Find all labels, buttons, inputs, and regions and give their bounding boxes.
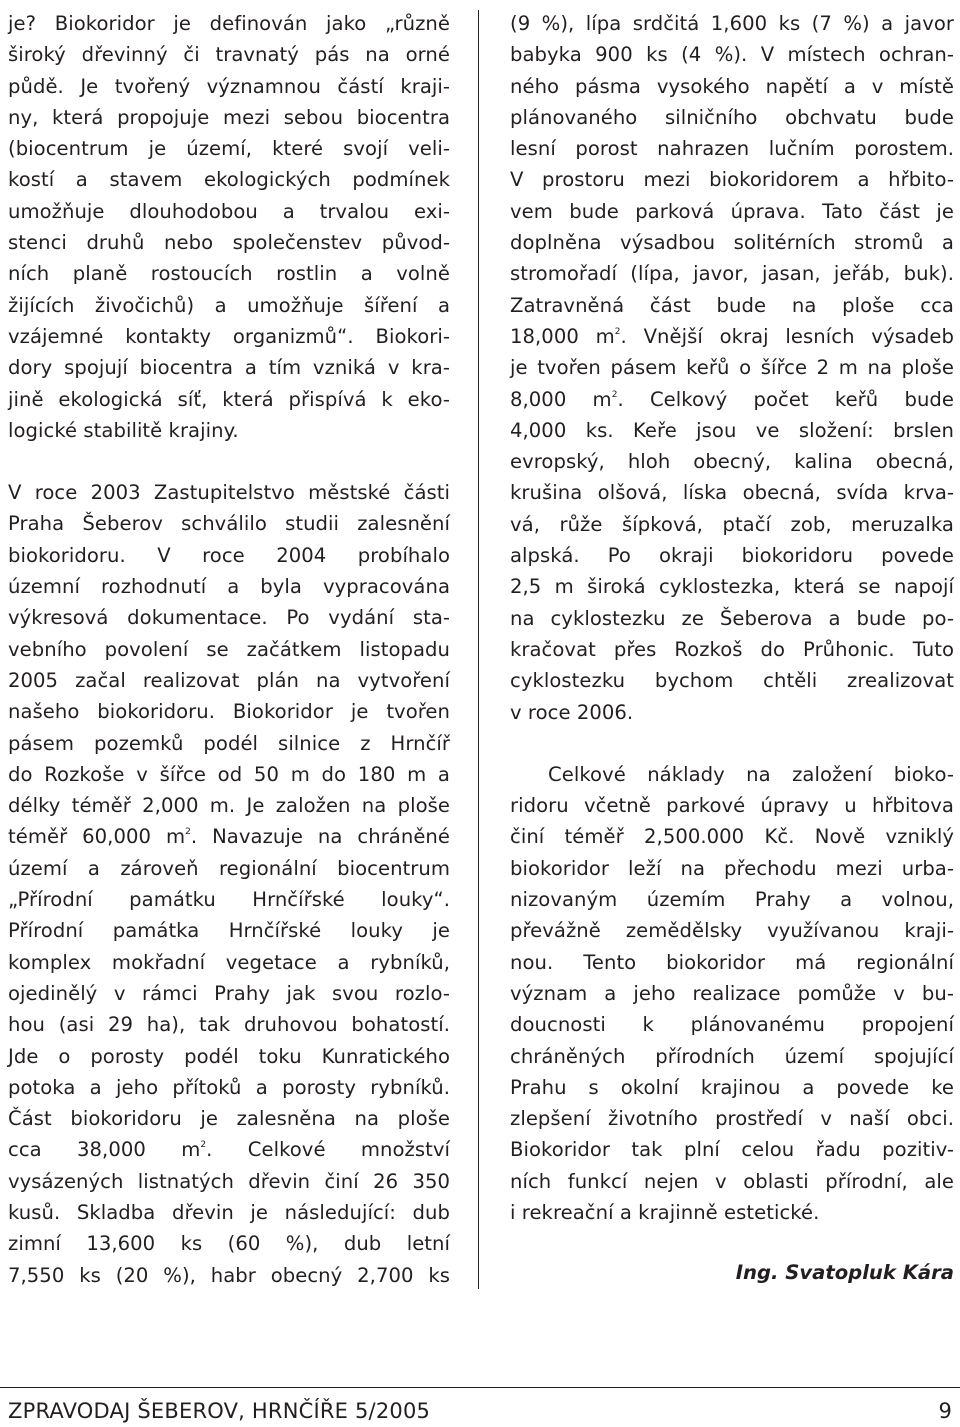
text-fragment: . Celkový počet keřů bude bbox=[617, 387, 955, 411]
text-line: délky téměř 2,000 m. Je založen na ploše bbox=[8, 794, 450, 818]
text-line: žijících živočichů) a umožňuje šíření a bbox=[8, 293, 450, 317]
text-line: lesní porost nahrazen lučním porostem. bbox=[510, 137, 954, 161]
text-line: ny, která propojuje mezi sebou biocentra bbox=[8, 105, 450, 129]
text-line bbox=[8, 1134, 450, 1165]
text-fragment: cca 38,000 m bbox=[8, 1138, 201, 1162]
text-line: je? Biokoridor je definován jako „různě bbox=[8, 12, 450, 35]
footer-divider bbox=[0, 1387, 960, 1388]
paragraph-gap bbox=[8, 446, 450, 477]
text-line: pásem pozemků podél silnice z Hrnčíř bbox=[8, 731, 450, 755]
text-line: hou (asi 29 ha), tak druhovou bohatostí. bbox=[8, 1013, 450, 1037]
text-line: potoka a jeho přítoků a porosty rybníků. bbox=[8, 1075, 450, 1099]
text-line: převážně zemědělsky využívanou kraji- bbox=[510, 919, 954, 943]
text-line: Biokoridor tak plní celou řadu pozitiv- bbox=[510, 1138, 954, 1162]
text-line: stenci druhů nebo společenstev původ- bbox=[8, 231, 450, 255]
right-column bbox=[510, 8, 954, 1289]
text-line: logické stabilitě krajiny. bbox=[8, 418, 239, 442]
text-line: plánovaného silničního obchvatu bude bbox=[510, 105, 954, 129]
text-line: Zatravněná část bude na ploše cca bbox=[510, 293, 954, 317]
text-line: 7,550 ks (20 %), habr obecný 2,700 ks bbox=[8, 1263, 450, 1287]
text-line bbox=[8, 821, 450, 852]
left-column bbox=[8, 8, 450, 1291]
text-line: Prahu s okolní krajinou a povede ke bbox=[510, 1075, 954, 1099]
text-line: Praha Šeberov schválilo studii zalesnění bbox=[8, 512, 450, 536]
text-line: vem bude parková úprava. Tato část je bbox=[510, 199, 954, 223]
text-line: biokoridoru. V roce 2004 probíhalo bbox=[8, 543, 450, 567]
text-line: územní rozhodnutí a byla vypracována bbox=[8, 575, 450, 599]
text-line: ních planě rostoucích rostlin a volně bbox=[8, 262, 450, 286]
text-line: kostí a stavem ekologických podmínek bbox=[8, 168, 450, 192]
text-line: doplněna výsadbou solitérních stromů a bbox=[510, 231, 954, 255]
text-line: komplex mokřadní vegetace a rybníků, bbox=[8, 950, 450, 974]
text-line: i rekreační a krajinně estetické. bbox=[510, 1200, 820, 1224]
text-fragment: . Navazuje na chráněné bbox=[190, 825, 450, 849]
publication-name: ZPRAVODAJ ŠEBEROV, HRNČÍŘE 5/2005 bbox=[8, 1399, 431, 1423]
text-line: stromořadí (lípa, javor, jasan, jeřáb, buk). bbox=[510, 262, 954, 286]
text-line: činí téměř 2,500.000 Kč. Nově vzniklý bbox=[510, 825, 954, 849]
text-line: ních funkcí nejen v oblasti přírodní, ale bbox=[510, 1169, 954, 1193]
text-fragment: . Celkové množství bbox=[206, 1138, 450, 1162]
page-number: 9 bbox=[938, 1399, 952, 1423]
superscript: 2 bbox=[614, 326, 621, 337]
text-line: vzájemné kontakty organizmů“. Biokori- bbox=[8, 324, 450, 348]
text-line: Přírodní památka Hrnčířské louky je bbox=[8, 919, 450, 943]
superscript: 2 bbox=[185, 827, 191, 838]
text-line: kračovat přes Rozkoš do Průhonic. Tuto bbox=[510, 637, 954, 661]
superscript: 2 bbox=[200, 1140, 207, 1151]
text-line: chráněných přírodních území spojující bbox=[510, 1044, 954, 1068]
text-line: doucnosti k plánovanému propojení bbox=[510, 1013, 954, 1037]
text-line: ridoru včetně parkové úpravy u hřbitova bbox=[510, 794, 954, 818]
text-line: kusů. Skladba dřevin je následující: dub bbox=[8, 1200, 450, 1224]
text-line: ojedinělý v rámci Prahy jak svou rozlo- bbox=[8, 981, 450, 1005]
text-line: (9 %), lípa srdčitá 1,600 ks (7 %) a javor bbox=[510, 12, 954, 35]
text-line: „Přírodní památku Hrnčířské louky“. bbox=[8, 888, 450, 912]
text-fragment: . Vnější okraj lesních výsadeb bbox=[620, 324, 954, 348]
text-line: 2005 začal realizovat plán na vytvoření bbox=[8, 668, 450, 692]
text-fragment: 18,000 m bbox=[510, 324, 615, 348]
text-line: biokoridor leží na přechodu mezi urba- bbox=[510, 856, 954, 880]
text-line: vá, růže šípková, ptačí zob, meruzalka bbox=[510, 512, 954, 536]
text-line: nizovaným územím Prahy a volnou, bbox=[510, 888, 954, 912]
text-line: evropský, hloh obecný, kalina obecná, bbox=[510, 450, 954, 474]
text-line: umožňuje dlouhodobou a trvalou exi- bbox=[8, 199, 450, 223]
text-fragment: téměř 60,000 m bbox=[8, 825, 186, 849]
text-line: vysázených listnatých dřevin činí 26 350 bbox=[8, 1169, 450, 1193]
text-line: babyka 900 ks (4 %). V místech ochran- bbox=[510, 43, 954, 67]
text-line bbox=[510, 321, 954, 352]
text-line: nou. Tento biokoridor má regionální bbox=[510, 950, 954, 974]
text-line: vebního povolení se začátkem listopadu bbox=[8, 637, 450, 661]
text-line: 2,5 m široká cyklostezka, která se napojí bbox=[510, 575, 954, 599]
text-line: na cyklostezku ze Šeberova a bude po- bbox=[510, 606, 954, 630]
text-line: je tvořen pásem keřů o šířce 2 m na ploše bbox=[510, 356, 954, 380]
text-line: Část biokoridoru je zalesněna na ploše bbox=[8, 1107, 450, 1131]
text-line: význam a jeho realizace pomůže v bu- bbox=[510, 981, 954, 1005]
text-line: výkresová dokumentace. Po vydání sta- bbox=[8, 606, 450, 630]
superscript: 2 bbox=[611, 389, 618, 400]
text-line: V prostoru mezi biokoridorem a hřbito- bbox=[510, 168, 954, 192]
author-signature: Ing. Svatopluk Kára bbox=[735, 1261, 954, 1285]
text-line: do Rozkoše v šířce od 50 m do 180 m a bbox=[8, 762, 450, 786]
text-line: zimní 13,600 ks (60 %), dub letní bbox=[8, 1232, 450, 1256]
text-line bbox=[510, 384, 954, 415]
text-line: (biocentrum je území, které svojí veli- bbox=[8, 137, 450, 161]
text-line: ného pásma vysokého napětí a v místě bbox=[510, 74, 954, 98]
text-line: v roce 2006. bbox=[510, 700, 634, 724]
text-line: našeho biokoridoru. Biokoridor je tvořen bbox=[8, 700, 450, 724]
text-line: 4,000 ks. Keře jsou ve složení: brslen bbox=[510, 418, 954, 442]
text-line: alpská. Po okraji biokoridoru povede bbox=[510, 544, 954, 568]
text-line: území a zároveň regionální biocentrum bbox=[8, 856, 450, 880]
column-divider bbox=[478, 10, 479, 1289]
text-line: půdě. Je tvořený významnou částí kraji- bbox=[8, 74, 450, 98]
text-line: široký dřevinný či travnatý pás na orné bbox=[8, 43, 450, 67]
text-line: jině ekologická síť, která přispívá k eko- bbox=[8, 387, 450, 411]
text-fragment: 8,000 m bbox=[510, 387, 612, 411]
text-line: dory spojují biocentra a tím vzniká v kra- bbox=[8, 356, 450, 380]
text-line: cyklostezku bychom chtěli zrealizovat bbox=[510, 669, 954, 693]
text-line: Celkové náklady na založení bioko- bbox=[548, 762, 954, 786]
text-line: zlepšení životního prostředí v naší obci. bbox=[510, 1107, 954, 1131]
text-line: krušina olšová, líska obecná, svída krva- bbox=[510, 481, 954, 505]
text-line: V roce 2003 Zastupitelstvo městské části bbox=[8, 481, 450, 505]
paragraph-gap bbox=[510, 728, 954, 759]
text-line: Jde o porosty podél toku Kunratického bbox=[8, 1044, 450, 1068]
